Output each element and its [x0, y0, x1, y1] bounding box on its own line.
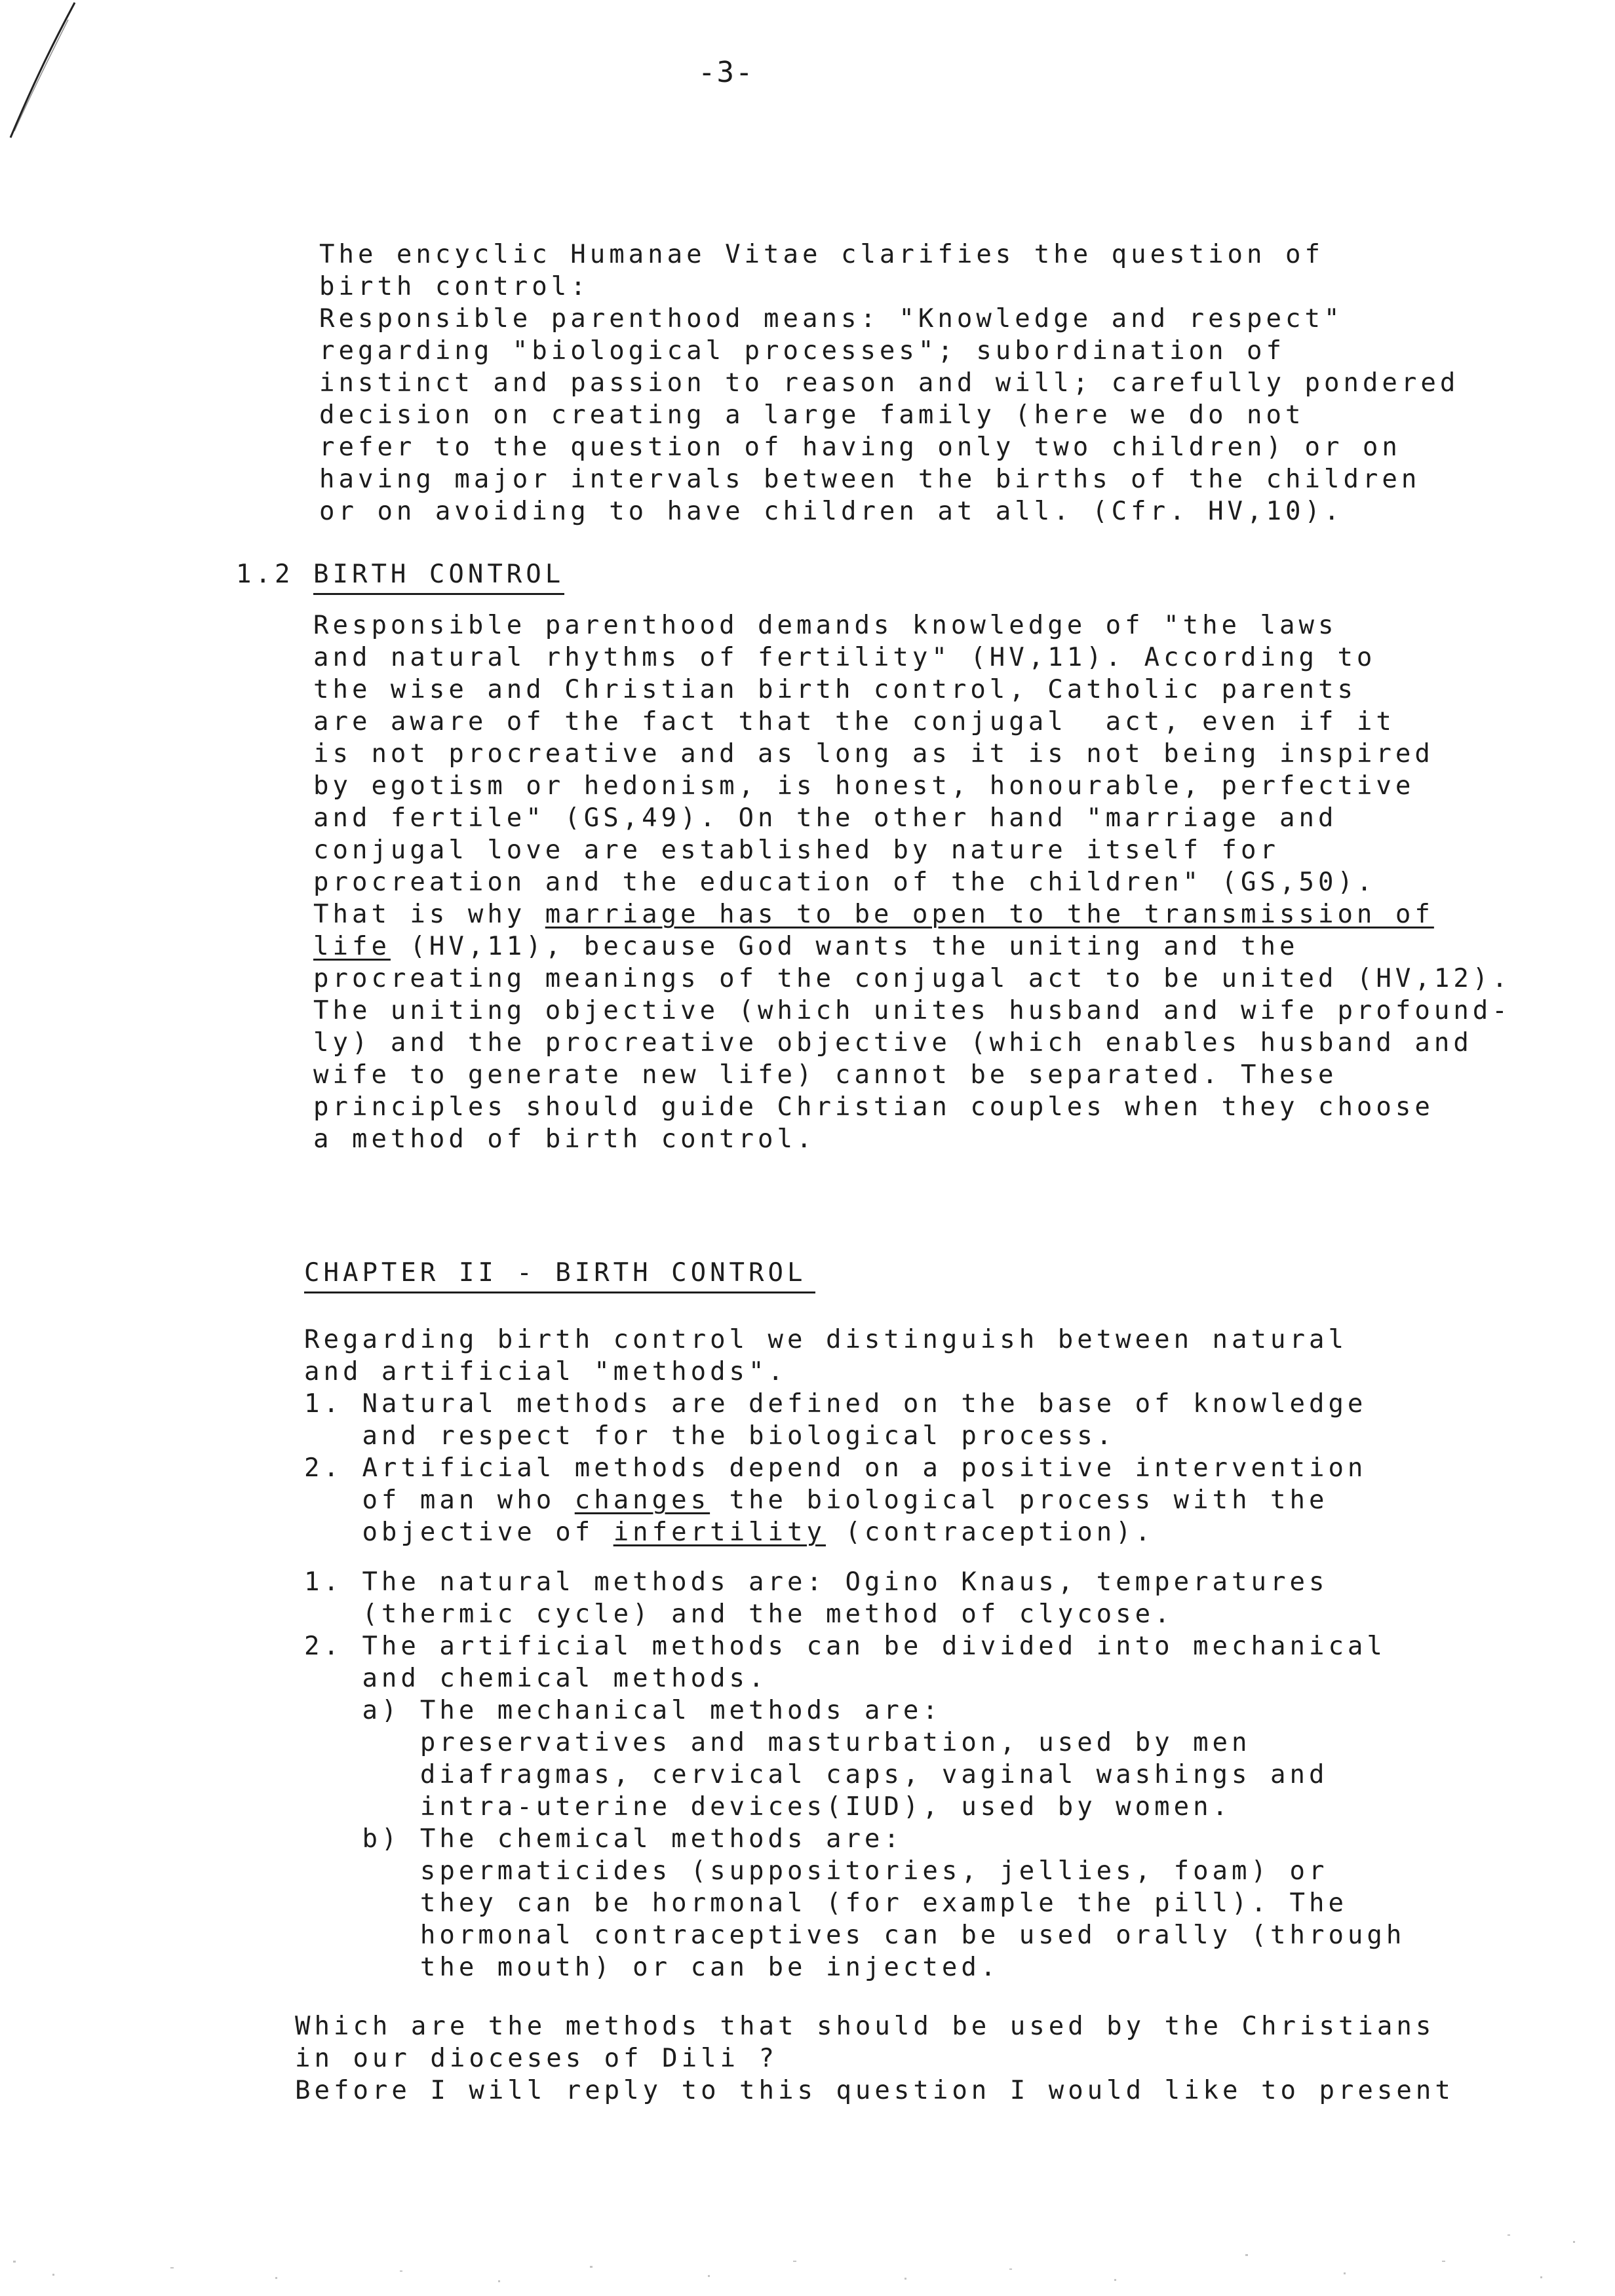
text-line: or on avoiding to have children at all. (Cfr. HV,10).	[319, 497, 1344, 526]
text-segment: That is why	[313, 900, 545, 929]
list-item: diafragmas, cervical caps, vaginal washings and	[304, 1760, 1329, 1789]
underlined-text: infertility	[613, 1518, 826, 1547]
text-line: wife to generate new life) cannot be separated. These	[313, 1060, 1338, 1090]
list-item: 2. The artificial methods can be divided into mechanical	[304, 1632, 1386, 1661]
text-line: a method of birth control.	[313, 1124, 816, 1154]
text-line: are aware of the fact that the conjugal act, even if it	[313, 707, 1395, 737]
list-item: and respect for the biological process.	[304, 1421, 1116, 1451]
text-line: by egotism or hedonism, is honest, honourable, perfective	[313, 771, 1415, 801]
text-segment: objective of	[304, 1518, 613, 1547]
text-line: and fertile" (GS,49). On the other hand "marriage and	[313, 803, 1338, 833]
text-line: The uniting objective (which unites husband and wife profound-	[313, 996, 1511, 1025]
text-line: Before I will reply to this question I would like to present	[295, 2076, 1454, 2105]
list-item: 1. The natural methods are: Ogino Knaus, temperatures	[304, 1567, 1329, 1597]
text-line: and artificial "methods".	[304, 1357, 787, 1387]
text-line: and natural rhythms of fertility" (HV,11). According to	[313, 643, 1376, 672]
intro-paragraph	[319, 239, 1459, 527]
methods-list	[304, 1566, 1405, 1983]
text-line	[313, 898, 1511, 930]
text-segment: (contraception).	[825, 1518, 1155, 1547]
text-segment: the biological process with the	[710, 1485, 1329, 1515]
text-segment: of man who	[304, 1485, 575, 1515]
text-line: Which are the methods that should be used by the Christians	[295, 2012, 1435, 2041]
text-line: in our dioceses of Dili ?	[295, 2044, 778, 2073]
text-line: Responsible parenthood means: "Knowledge and respect"	[319, 304, 1344, 334]
text-line	[313, 930, 1511, 963]
text-line: procreating meanings of the conjugal act to be united (HV,12).	[313, 964, 1511, 993]
list-item: a) The mechanical methods are:	[304, 1696, 942, 1725]
text-line: principles should guide Christian couples when they choose	[313, 1092, 1434, 1122]
text-line: refer to the question of having only two children) or on	[319, 432, 1401, 462]
list-item: preservatives and masturbation, used by men	[304, 1728, 1251, 1757]
list-item: 1. Natural methods are defined on the base of knowledge	[304, 1389, 1367, 1419]
list-item: intra-uterine devices(IUD), used by women.	[304, 1792, 1232, 1822]
text-line: regarding "biological processes"; subordination of	[319, 336, 1285, 366]
list-item: b) The chemical methods are:	[304, 1824, 903, 1854]
text-line: Regarding birth control we distinguish between natural	[304, 1325, 1348, 1354]
list-item: hormonal contraceptives can be used orally (through	[304, 1921, 1406, 1950]
chapter-heading: CHAPTER II - BIRTH CONTROL	[304, 1258, 815, 1293]
list-item: (thermic cycle) and the method of clycose.	[304, 1599, 1174, 1629]
section-paragraph	[313, 609, 1511, 1155]
text-line: birth control:	[319, 272, 590, 301]
text-line: ly) and the procreative objective (which enables husband and	[313, 1028, 1473, 1058]
underlined-text: life	[313, 932, 391, 961]
chapter-intro	[304, 1324, 1367, 1548]
text-line: Responsible parenthood demands knowledge of "the laws	[313, 611, 1338, 640]
text-line: conjugal love are established by nature itself for	[313, 835, 1279, 865]
list-item	[304, 1484, 1367, 1516]
list-item: the mouth) or can be injected.	[304, 1953, 1000, 1982]
text-line: The encyclic Humanae Vitae clarifies the question of	[319, 240, 1324, 269]
text-line: procreation and the education of the children" (GS,50).	[313, 868, 1376, 897]
underlined-text: marriage has to be open to the transmission of	[545, 900, 1434, 929]
section-number: 1.2	[236, 560, 294, 589]
list-item: and chemical methods.	[304, 1664, 768, 1693]
pen-stroke-mark	[3, 0, 81, 151]
text-line: decision on creating a large family (here we do not	[319, 400, 1305, 430]
list-item	[304, 1516, 1367, 1548]
closing-paragraph	[295, 2010, 1454, 2107]
text-line: instinct and passion to reason and will; carefully pondered	[319, 368, 1460, 398]
page-number: -3-	[698, 56, 754, 89]
list-item: 2. Artificial methods depend on a positive intervention	[304, 1453, 1367, 1483]
text-line: having major intervals between the births of the children	[319, 465, 1421, 494]
scan-noise	[0, 2162, 1615, 2296]
text-line: is not procreative and as long as it is not being inspired	[313, 739, 1434, 769]
underlined-text: changes	[574, 1485, 710, 1515]
list-item: spermaticides (suppositories, jellies, foam) or	[304, 1856, 1329, 1886]
list-item: they can be hormonal (for example the pill). The	[304, 1888, 1348, 1918]
text-segment: (HV,11), because God wants the uniting and the	[390, 932, 1299, 961]
text-line: the wise and Christian birth control, Catholic parents	[313, 675, 1357, 704]
section-heading: BIRTH CONTROL	[313, 560, 564, 595]
